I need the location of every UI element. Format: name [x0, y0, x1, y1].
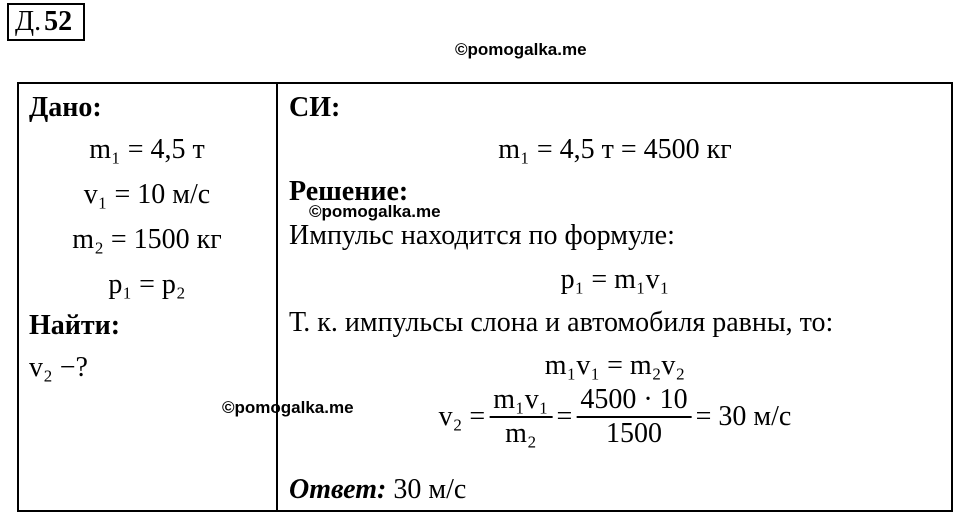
solution-text-1: Импульс находится по формуле: — [289, 220, 675, 251]
fraction-numeric-denominator: 1500 — [605, 418, 662, 449]
fraction-numeric-numerator: 4500 · 10 — [576, 386, 691, 418]
fraction-symbolic-numerator: m₁v₁ — [489, 386, 552, 418]
watermark: ©pomogalka.me — [309, 202, 441, 221]
solution-heading: Решение: — [289, 176, 409, 207]
fraction-symbolic — [489, 386, 552, 448]
given-line-1: m₁ = 4,5 т — [89, 134, 205, 165]
task-number-box — [7, 3, 85, 41]
solution-table — [17, 82, 953, 512]
formula-1: p₁ = m₁v₁ — [560, 264, 670, 295]
find-heading: Найти: — [29, 310, 121, 341]
answer-label: Ответ: — [289, 474, 387, 505]
formula-3-result: = 30 м/с — [695, 401, 792, 432]
formula-3-lhs: v₂ = — [438, 401, 486, 432]
given-line-2: v₁ = 10 м/с — [83, 179, 211, 210]
solution-text-2: Т. к. импульсы слона и автомобиля равны, то: — [289, 307, 834, 338]
si-line: m₁ = 4,5 т = 4500 кг — [498, 134, 732, 165]
formula-3-eq: = — [556, 401, 573, 432]
find-value: v₂ −? — [29, 352, 88, 383]
task-prefix: Д. — [15, 6, 42, 37]
watermark: ©pomogalka.me — [222, 398, 354, 417]
answer-value: 30 м/с — [393, 474, 467, 505]
answer-line — [289, 476, 466, 504]
given-line-3: m₂ = 1500 кг — [72, 224, 222, 255]
fraction-numeric — [576, 386, 691, 448]
watermark: ©pomogalka.me — [455, 40, 587, 59]
task-number: 52 — [44, 6, 73, 37]
formula-3 — [439, 386, 792, 448]
fraction-symbolic-denominator: m₂ — [505, 418, 537, 449]
column-divider — [276, 84, 278, 510]
given-line-4: p₁ = p₂ — [108, 269, 186, 300]
formula-2: m₁v₁ = m₂v₂ — [544, 350, 686, 381]
given-heading: Дано: — [29, 92, 102, 123]
si-heading: СИ: — [289, 92, 341, 123]
